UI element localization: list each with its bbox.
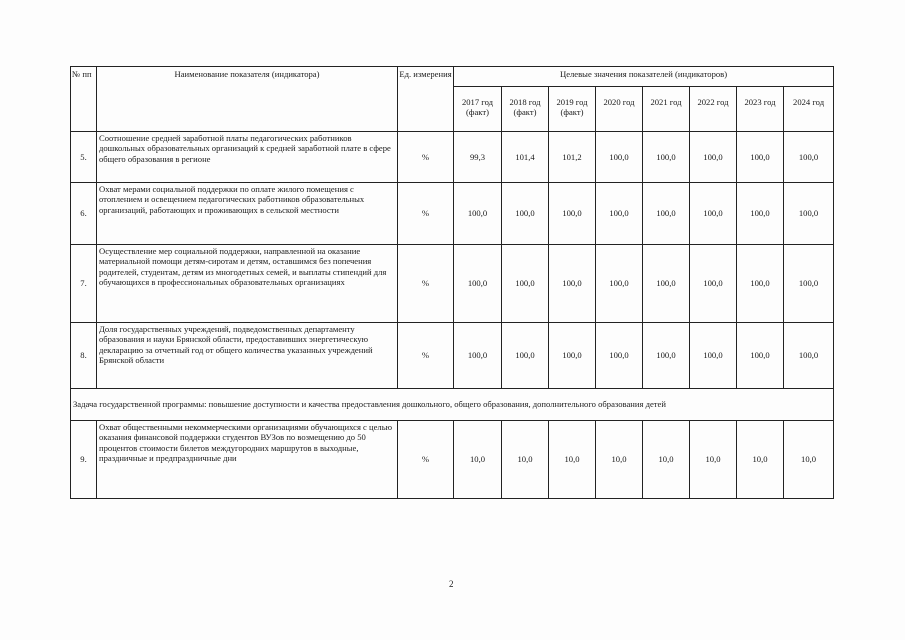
value-cell: 100,0 (690, 323, 737, 389)
page-number: 2 (449, 579, 454, 589)
value-cell: 100,0 (690, 132, 737, 183)
value-cell: 100,0 (596, 245, 643, 323)
value-cell: 100,0 (596, 183, 643, 245)
value-cell: 100,0 (596, 323, 643, 389)
value-cell: 100,0 (784, 183, 834, 245)
value-cell: 10,0 (690, 421, 737, 499)
value-cell: 100,0 (549, 323, 596, 389)
value-cell: 101,4 (502, 132, 549, 183)
table-row (71, 245, 834, 323)
value-cell: 10,0 (454, 421, 502, 499)
header-targets: Целевые значения показателей (индикаторов) (454, 67, 834, 87)
header-num: № пп (71, 67, 97, 132)
value-cell: 100,0 (643, 323, 690, 389)
value-cell: 100,0 (549, 245, 596, 323)
value-cell: 100,0 (690, 245, 737, 323)
value-cell: 100,0 (737, 323, 784, 389)
value-cell: 101,2 (549, 132, 596, 183)
value-cell: 100,0 (784, 245, 834, 323)
indicator-name: Доля государственных учреждений, подведомственных департаменту образования и науки Брянской области, предоставивших энергетическую декларацию за отчетный год от общего количества указанных учреждений Брянской области (97, 323, 398, 389)
table-row (71, 183, 834, 245)
task-row (71, 389, 834, 421)
header-year: 2018 год (факт) (502, 87, 549, 132)
header-year: 2019 год (факт) (549, 87, 596, 132)
value-cell: 100,0 (502, 183, 549, 245)
value-cell: 100,0 (549, 183, 596, 245)
indicator-name: Охват общественными некоммерческими организациями обучающихся с целью оказания финансовой поддержки студентов ВУЗов по возмещению до 50 процентов стоимости билетов междугородних маршрутов в выходные, праздничные и предпраздничные дни (97, 421, 398, 499)
header-unit: Ед. измерения (398, 67, 454, 132)
value-cell: 99,3 (454, 132, 502, 183)
value-cell: 100,0 (784, 323, 834, 389)
value-cell: 100,0 (454, 245, 502, 323)
row-number: 6. (71, 183, 97, 245)
value-cell: 100,0 (643, 245, 690, 323)
value-cell: 100,0 (454, 323, 502, 389)
value-cell: 100,0 (502, 245, 549, 323)
value-cell: 100,0 (643, 183, 690, 245)
unit-cell: % (398, 421, 454, 499)
value-cell: 100,0 (737, 245, 784, 323)
header-year: 2020 год (596, 87, 643, 132)
value-cell: 10,0 (784, 421, 834, 499)
indicator-name: Соотношение средней заработной платы педагогических работников дошкольных образовательных организаций к средней заработной плате в сфере общего образования в регионе (97, 132, 398, 183)
value-cell: 10,0 (737, 421, 784, 499)
value-cell: 100,0 (454, 183, 502, 245)
table-row (71, 421, 834, 499)
unit-cell: % (398, 183, 454, 245)
row-number: 9. (71, 421, 97, 499)
value-cell: 100,0 (502, 323, 549, 389)
value-cell: 100,0 (784, 132, 834, 183)
value-cell: 10,0 (549, 421, 596, 499)
value-cell: 100,0 (737, 183, 784, 245)
row-number: 5. (71, 132, 97, 183)
value-cell: 100,0 (596, 132, 643, 183)
indicator-name: Осуществление мер социальной поддержки, направленной на оказание материальной помощи детям-сиротам и детям, оставшимся без попечения родителей, студентам, детям из многодетных семей, и выплаты стипендий для обучающихся в профессиональных образовательных организациях (97, 245, 398, 323)
table-row (71, 132, 834, 183)
header-year: 2017 год (факт) (454, 87, 502, 132)
header-year: 2022 год (690, 87, 737, 132)
header-name: Наименование показателя (индикатора) (97, 67, 398, 132)
header-year: 2021 год (643, 87, 690, 132)
header-year: 2024 год (784, 87, 834, 132)
value-cell: 100,0 (690, 183, 737, 245)
indicator-name: Охват мерами социальной поддержки по оплате жилого помещения с отоплением и освещением педагогических работников образовательных организаций, работающих и проживающих в сельской местности (97, 183, 398, 245)
value-cell: 10,0 (596, 421, 643, 499)
value-cell: 100,0 (737, 132, 784, 183)
unit-cell: % (398, 132, 454, 183)
unit-cell: % (398, 323, 454, 389)
task-statement: Задача государственной программы: повышение доступности и качества предоставления дошкольного, общего образования, дополнительного образования детей (71, 389, 834, 421)
table-row (71, 323, 834, 389)
header-year: 2023 год (737, 87, 784, 132)
value-cell: 10,0 (643, 421, 690, 499)
row-number: 8. (71, 323, 97, 389)
value-cell: 100,0 (643, 132, 690, 183)
value-cell: 10,0 (502, 421, 549, 499)
indicators-table (70, 66, 834, 499)
unit-cell: % (398, 245, 454, 323)
row-number: 7. (71, 245, 97, 323)
